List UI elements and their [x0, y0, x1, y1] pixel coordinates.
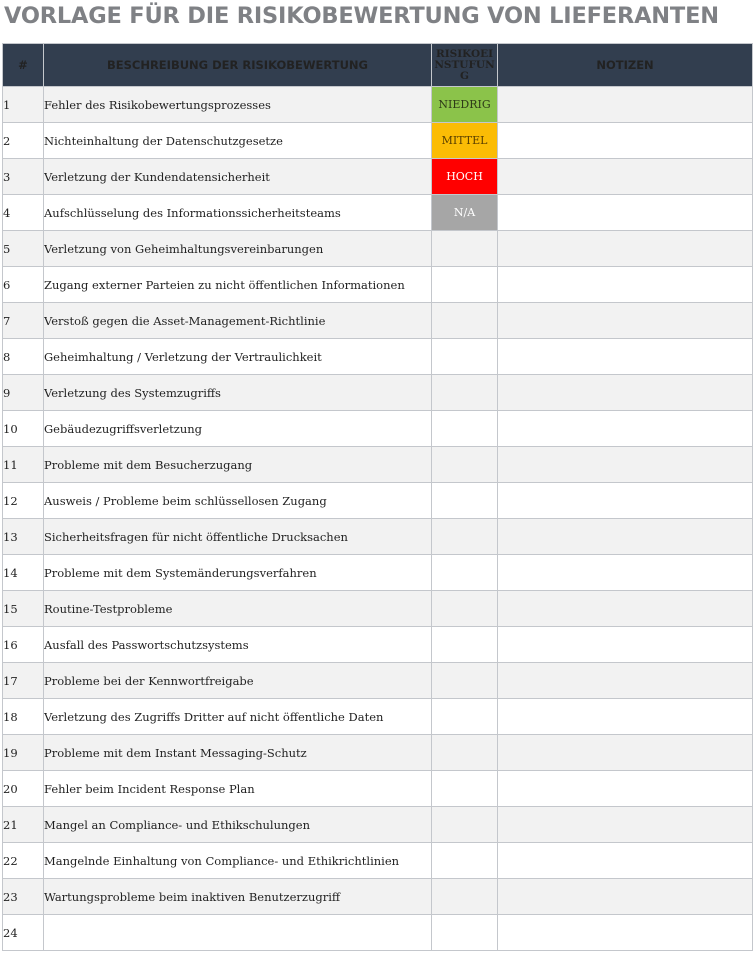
row-notes-cell[interactable] [498, 195, 753, 231]
row-rating-cell[interactable] [432, 807, 498, 843]
row-description-cell[interactable]: Probleme mit dem Systemänderungsverfahren [44, 555, 432, 591]
row-rating-cell[interactable] [432, 447, 498, 483]
row-number-cell: 21 [3, 807, 44, 843]
row-notes-cell[interactable] [498, 231, 753, 267]
row-rating-cell[interactable] [432, 375, 498, 411]
row-rating-cell[interactable] [432, 915, 498, 951]
row-number-cell: 8 [3, 339, 44, 375]
table-row [3, 555, 753, 591]
table-header-row [3, 44, 753, 87]
row-number-cell: 12 [3, 483, 44, 519]
table-row [3, 915, 753, 951]
row-description-cell[interactable]: Probleme mit dem Besucherzugang [44, 447, 432, 483]
row-notes-cell[interactable] [498, 159, 753, 195]
row-description-cell[interactable]: Zugang externer Parteien zu nicht öffentlichen Informationen [44, 267, 432, 303]
row-notes-cell[interactable] [498, 627, 753, 663]
row-description-cell[interactable]: Mangel an Compliance- und Ethikschulungen [44, 807, 432, 843]
row-rating-cell[interactable] [432, 663, 498, 699]
column-header-description: BESCHREIBUNG DER RISIKOBEWERTUNG [44, 44, 432, 87]
table-row [3, 699, 753, 735]
row-number-cell: 23 [3, 879, 44, 915]
row-rating-cell[interactable] [432, 411, 498, 447]
row-rating-cell[interactable] [432, 771, 498, 807]
row-description-cell[interactable]: Probleme bei der Kennwortfreigabe [44, 663, 432, 699]
row-description-cell[interactable]: Geheimhaltung / Verletzung der Vertraulichkeit [44, 339, 432, 375]
row-description-cell[interactable]: Fehler des Risikobewertungsprozesses [44, 87, 432, 123]
row-notes-cell[interactable] [498, 411, 753, 447]
row-rating-cell[interactable] [432, 519, 498, 555]
row-number-cell: 19 [3, 735, 44, 771]
table-row [3, 231, 753, 267]
row-rating-cell[interactable] [432, 627, 498, 663]
row-rating-cell[interactable] [432, 483, 498, 519]
row-notes-cell[interactable] [498, 555, 753, 591]
table-row [3, 771, 753, 807]
row-number-cell: 11 [3, 447, 44, 483]
row-number-cell: 17 [3, 663, 44, 699]
row-number-cell: 3 [3, 159, 44, 195]
table-row [3, 267, 753, 303]
row-notes-cell[interactable] [498, 339, 753, 375]
row-notes-cell[interactable] [498, 303, 753, 339]
row-description-cell[interactable]: Verletzung des Zugriffs Dritter auf nicht öffentliche Daten [44, 699, 432, 735]
row-rating-cell[interactable] [432, 591, 498, 627]
risk-assessment-table [2, 43, 753, 951]
table-row [3, 159, 753, 195]
row-notes-cell[interactable] [498, 663, 753, 699]
row-description-cell[interactable]: Mangelnde Einhaltung von Compliance- und Ethikrichtlinien [44, 843, 432, 879]
row-notes-cell[interactable] [498, 879, 753, 915]
row-number-cell: 18 [3, 699, 44, 735]
row-notes-cell[interactable] [498, 807, 753, 843]
column-header-rating: RISIKOEINSTUFUNG [432, 44, 498, 87]
table-row [3, 807, 753, 843]
row-rating-cell[interactable] [432, 735, 498, 771]
row-number-cell: 2 [3, 123, 44, 159]
row-notes-cell[interactable] [498, 447, 753, 483]
row-rating-cell[interactable]: MITTEL [432, 123, 498, 159]
row-rating-cell[interactable]: HOCH [432, 159, 498, 195]
row-notes-cell[interactable] [498, 735, 753, 771]
row-number-cell: 13 [3, 519, 44, 555]
row-number-cell: 14 [3, 555, 44, 591]
table-row [3, 375, 753, 411]
row-description-cell[interactable]: Gebäudezugriffsverletzung [44, 411, 432, 447]
column-header-number: # [3, 44, 44, 87]
page-title: VORLAGE FÜR DIE RISIKOBEWERTUNG VON LIEFERANTEN [4, 3, 719, 29]
row-description-cell[interactable]: Probleme mit dem Instant Messaging-Schutz [44, 735, 432, 771]
row-notes-cell[interactable] [498, 483, 753, 519]
row-number-cell: 10 [3, 411, 44, 447]
row-notes-cell[interactable] [498, 915, 753, 951]
row-description-cell[interactable]: Routine-Testprobleme [44, 591, 432, 627]
table-row [3, 735, 753, 771]
row-rating-cell[interactable] [432, 699, 498, 735]
row-rating-cell[interactable] [432, 267, 498, 303]
table-row [3, 87, 753, 123]
row-rating-cell[interactable] [432, 231, 498, 267]
row-notes-cell[interactable] [498, 519, 753, 555]
table-row [3, 303, 753, 339]
table-row [3, 843, 753, 879]
row-description-cell[interactable]: Ausfall des Passwortschutzsystems [44, 627, 432, 663]
row-notes-cell[interactable] [498, 771, 753, 807]
row-notes-cell[interactable] [498, 699, 753, 735]
row-number-cell: 4 [3, 195, 44, 231]
table-row [3, 663, 753, 699]
table-row [3, 879, 753, 915]
table-row [3, 483, 753, 519]
row-number-cell: 20 [3, 771, 44, 807]
row-rating-cell[interactable] [432, 303, 498, 339]
row-description-cell[interactable]: Verstoß gegen die Asset-Management-Richtlinie [44, 303, 432, 339]
row-description-cell[interactable]: Verletzung des Systemzugriffs [44, 375, 432, 411]
row-description-cell[interactable]: Nichteinhaltung der Datenschutzgesetze [44, 123, 432, 159]
row-notes-cell[interactable] [498, 843, 753, 879]
row-number-cell: 24 [3, 915, 44, 951]
table-row [3, 519, 753, 555]
table-row [3, 591, 753, 627]
row-number-cell: 22 [3, 843, 44, 879]
row-description-cell[interactable]: Wartungsprobleme beim inaktiven Benutzerzugriff [44, 879, 432, 915]
row-notes-cell[interactable] [498, 123, 753, 159]
row-rating-cell[interactable] [432, 843, 498, 879]
row-number-cell: 15 [3, 591, 44, 627]
table-row [3, 447, 753, 483]
row-rating-cell[interactable]: N/A [432, 195, 498, 231]
row-notes-cell[interactable] [498, 591, 753, 627]
row-description-cell[interactable]: Verletzung von Geheimhaltungsvereinbarungen [44, 231, 432, 267]
row-notes-cell[interactable] [498, 267, 753, 303]
row-description-cell[interactable]: Sicherheitsfragen für nicht öffentliche Drucksachen [44, 519, 432, 555]
column-header-notes: NOTIZEN [498, 44, 753, 87]
row-rating-cell[interactable]: NIEDRIG [432, 87, 498, 123]
row-description-cell[interactable]: Ausweis / Probleme beim schlüssellosen Zugang [44, 483, 432, 519]
row-number-cell: 9 [3, 375, 44, 411]
row-description-cell[interactable] [44, 915, 432, 951]
table-row [3, 123, 753, 159]
row-notes-cell[interactable] [498, 87, 753, 123]
row-description-cell[interactable]: Aufschlüsselung des Informationssicherheitsteams [44, 195, 432, 231]
row-rating-cell[interactable] [432, 879, 498, 915]
table-row [3, 195, 753, 231]
row-rating-cell[interactable] [432, 339, 498, 375]
table-row [3, 339, 753, 375]
row-description-cell[interactable]: Fehler beim Incident Response Plan [44, 771, 432, 807]
table-row [3, 627, 753, 663]
row-number-cell: 6 [3, 267, 44, 303]
row-number-cell: 7 [3, 303, 44, 339]
table-row [3, 411, 753, 447]
row-notes-cell[interactable] [498, 375, 753, 411]
row-description-cell[interactable]: Verletzung der Kundendatensicherheit [44, 159, 432, 195]
row-rating-cell[interactable] [432, 555, 498, 591]
row-number-cell: 16 [3, 627, 44, 663]
row-number-cell: 1 [3, 87, 44, 123]
row-number-cell: 5 [3, 231, 44, 267]
